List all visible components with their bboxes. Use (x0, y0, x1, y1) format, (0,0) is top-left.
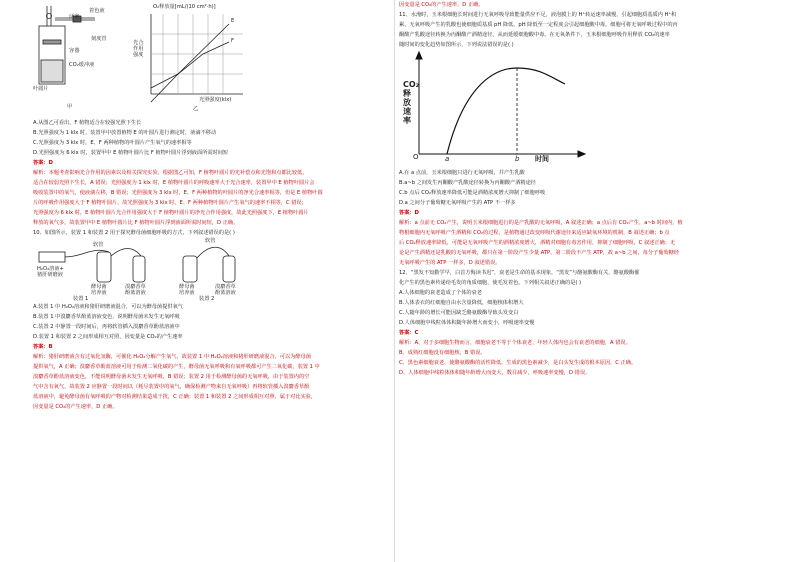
q12-analysis-line: D、人体细胞中线粒体体积随年龄增大而变大，数目减少，呼吸速率变慢，D 错误。 (399, 370, 591, 376)
q10-option-c: C.装置 2 中静置一段时间后，再将软管插入溴麝香草酚蓝溶液中 (33, 324, 180, 330)
q11-option-d: D.a 之间分子葡萄糖无氧呼吸产生的 ATP 不一样多 (399, 200, 516, 206)
chart-origin: O (413, 153, 419, 161)
q12-analysis-line: B、成熟红细胞没有细胞核，B 错误。 (399, 350, 486, 356)
q10-analysis-line: 蓝溶液中，避免酵母菌有氧呼吸的产物对检测结果造成干扰，C 正确；装置 1 和装置 2 之间形成相互对照，属于对比实验， (33, 394, 317, 400)
label-ylabel-side: 光合作用强度 (133, 40, 144, 58)
q10-analysis-line: 解析：猪肝研磨液含有过氧化氢酶，可催化 H₂O₂分解产生氧气，故装置 1 中 H₂O₂溶液和猪肝研磨液混合，可以为酵母菌 (33, 354, 311, 360)
chart-point-b: b (515, 155, 520, 163)
label-tube: 刻度管 (91, 36, 107, 42)
q11-stem-line: 随时间的变化趋势如图所示，下列说法错误的是( ) (399, 42, 514, 48)
label-yi: 乙 (193, 106, 199, 112)
label-yeast1b: 培养液 (91, 290, 107, 296)
q11-analysis-line: 解析：a 点前无 CO₂产生，说明玉米根细胞进行的是产乳酸的无氧呼吸，A 叙述正确；a 点后有 CO₂产生，a~b 时间内，植 (399, 220, 683, 226)
label-tube-top-2: 软管 (205, 238, 216, 244)
q11-analysis (399, 218, 761, 268)
figure-q9 (33, 0, 390, 118)
q11-analysis-line: 后 CO₂释放速率降低，可能是无氧呼吸产生的酒精浓度增大，酒精对细胞有毒害作用，抑制了细胞呼吸，C 叙述正确；无 (399, 240, 676, 246)
label-tube-top: 软管 (93, 242, 104, 248)
co2-buffer-shape (41, 60, 63, 82)
leaf-disc (43, 40, 61, 44)
q12-stem-line: 化产生的黑色素传递给毛发的角质细胞，使毛发着色。下列相关叙述正确的是( ) (399, 280, 582, 286)
label-curve-e: E (231, 18, 235, 24)
q10-analysis-line: 提供氧气，A 正确；溴麝香草酚蓝溶液可用于检测二氧化碳的产生，酵母菌无氧呼吸和有氧呼吸都可产生二氧化碳，装置 1 中 (33, 364, 320, 370)
q9-analysis-line: 吸收装置中的氧气，使液滴左移，B 错误；光照强度为 3 klx 时，E、F 两种植物的叶圆片的净光合速率相等，但是 E 植物叶圆 (33, 190, 323, 196)
q12-analysis (399, 338, 761, 378)
q11-stem-line: 累，无氧呼吸产生的乳酸也使细胞质基质 pH 降低。pH 降低至一定程度会引起细胞酸中毒。细胞可将无氧呼吸过程中的丙 (399, 22, 678, 28)
label-leaf: 叶圆片 (33, 86, 49, 92)
curve-e (151, 24, 232, 103)
chart-point-a: a (445, 155, 450, 163)
label-yeast2b: 培养液 (179, 290, 195, 296)
q10-title: 10、如图所示，装置 1 和装置 2 用于探究酵母菌细胞呼吸的方式，下列叙述错误的是( ) (33, 230, 235, 236)
q12-option-a: A.人体细胞的衰老造成了个体的衰老 (399, 290, 482, 296)
curve-f (151, 42, 229, 88)
label-liquid: 着色液 (89, 8, 105, 14)
q10-analysis-line: 因变量是 CO₂的产生速率，D 正确。 (33, 404, 118, 410)
label-h2o2: H₂O₂溶液+ (37, 266, 64, 272)
q11-option-b: B.a~b 之间发生丙酮酸产乳酸途径转换为丙酮酸产酒精途径 (399, 180, 536, 186)
q10-analysis-line: 气中含有氧气，故装置 2 应静置一段时间以（耗尽装置中的氧气，确保检测产物来自无氧呼吸）再将软管插入溴麝香草酚 (33, 384, 310, 390)
q9-answer: 答案：D (33, 160, 53, 166)
q9-option-a: A.从图乙可看出，F 植物适合在较强光照下生长 (33, 120, 142, 126)
tube-1 (65, 250, 109, 257)
label-xlabel: 光照强度(klx) (199, 97, 232, 103)
btb-flask-2 (223, 256, 235, 282)
q9-options (33, 118, 390, 158)
label-liver: 猪肝研磨液 (37, 272, 63, 278)
q12-analysis-line: C、黑色素细胞衰老，使酪氨酸酶的活性降低，生成的黑色素减少，是白头发生成的根本原因，C 正确。 (399, 360, 637, 366)
figure-q11 (399, 50, 761, 168)
q12-option-d: D.人体细胞中线粒体体积随年龄增大而变小，呼吸速率变慢 (399, 320, 535, 326)
q9-analysis-line: 片的呼吸作用强度大于 F 植物叶圆片，故光照强度为 3 klx 时，E、F 两种植物叶圆片产生氧气的速率不相等，C 错误； (33, 200, 307, 206)
chart-ylabel: CO₂释放速率 (403, 80, 420, 125)
q9-analysis-line: 光照强度为 6 klx 时，E 植物叶圆片光合作用强度大于 F 植物叶圆片的净光合作用强度，故此光照强度下，E 植物叶圆片 (33, 210, 309, 216)
graph-yi (151, 14, 243, 102)
apparatus-jia (39, 6, 95, 84)
label-curve-f: F (231, 38, 234, 44)
q10-analysis (33, 352, 390, 412)
q10-analysis-tail: 因变量是 CO₂的产生速率，D 正确。 (399, 2, 484, 8)
label-valve: 活塞 (69, 14, 80, 20)
q9-option-d: D.光照强度为 6 klx 时，装置甲中 E 植物叶圆片比 F 植物叶圆片浮到液面所需时间短 (33, 150, 229, 156)
label-btb1b: 酚蓝溶液 (125, 290, 146, 296)
label-btb2b: 酚蓝溶液 (215, 290, 236, 296)
q9-option-c: C.光照强度为 3 klx 时，E、F 两种植物的叶圆片产生氧气的速率相等 (33, 140, 192, 146)
label-btb2a: 溴麝香草 (215, 284, 236, 290)
y-axis-arrow (416, 52, 422, 59)
q12-options (399, 288, 761, 328)
label-ylabel: O₂释放量[mL/(10 cm²·h)] (153, 4, 216, 10)
q12-option-c: C.人随年龄的增长可能因缺乏酪氨酸酶导致头发变白 (399, 310, 519, 316)
label-container: 容器 (69, 48, 80, 54)
yeast-flask-2 (183, 256, 197, 282)
q11-option-a: A.在 a 点前，玉米根细胞只进行无氧呼吸，并产生乳酸 (399, 170, 525, 176)
q11-analysis-line: 物根细胞内无氧呼吸产生酒精和 CO₂的过程，是植物通过改变呼吸代谢途径来适应缺氧环境的机制，B 叙述正确；b 点 (399, 230, 670, 236)
q9-analysis-line: 适合在较弱光照下生长，A 错误；光照强度为 1 klx 时，E 植物叶圆片的呼吸速率大于光合速率，装置甲中 E 植物叶圆片会 (33, 180, 315, 186)
q12-stem-line: 12、“黑发不知勤学早，白首方悔读书迟”，衰老是生命的基本现象。“黑发”与酪氨酸酶有关，酪氨酸酶催 (399, 270, 640, 276)
q9-analysis-line: 释放的氧气多，故装置甲中 E 植物叶圆片比 F 植物叶圆片浮到液面所需时间短，D 正确。 (33, 220, 239, 226)
q10-analysis-line: 溴麝香草酚蓝溶液变色，不能说明酵母菌未发生无氧呼吸，B 错误；装置 2 用于检测酵母菌的无氧呼吸，由于装置内的空 (33, 374, 310, 380)
label-btb1a: 溴麝香草 (125, 284, 146, 290)
q11-analysis-line: 论是产生酒精还是乳酸的无氧呼吸，都只在第一阶段产生少量 ATP，第二阶段不产生 ATP，故 a~b 之间，每分子葡萄糖经 (399, 250, 680, 256)
co2-release-chart (399, 50, 599, 168)
q10-answer: 答案：B (33, 344, 53, 350)
h2o2-bottle (39, 252, 65, 262)
q12-analysis-line: 解析：A、对于多细胞生物而言，细胞衰老不等于个体衰老，年轻人体内也会有衰老的细胞，A 错误。 (399, 340, 631, 346)
btb-flask-1 (133, 256, 145, 282)
tube-2 (111, 249, 141, 257)
co2-curve (447, 68, 565, 154)
label-yeast1a: 酵母菌 (91, 284, 107, 290)
column-divider (394, 0, 395, 562)
label-co2: CO₂缓冲液 (69, 62, 95, 68)
q11-stem-line: 酮酸产乳酸途径转换为丙酮酸产酒精途径，从而延缓细胞酸中毒。在无氧条件下，玉米根细胞呼吸作用释放 CO₂的速率 (399, 32, 670, 38)
label-device-1: 装置 1 (73, 296, 89, 302)
label-yeast2a: 酵母菌 (179, 284, 195, 290)
q12-answer: 答案：C (399, 330, 419, 336)
figure-q10 (33, 238, 390, 302)
q11-analysis-line: 无氧呼吸产生的 ATP 一样多，D 叙述错误。 (399, 260, 501, 266)
q9-option-b: B.光照强度为 1 klx 时，装置甲中放置植物 E 的叶圆片进行测定时，液滴不移动 (33, 130, 217, 136)
q9-analysis (33, 168, 390, 228)
q10-option-b: B.装置 1 中溴麝香草酚蓝溶液变色，说明酵母菌未发生无氧呼吸 (33, 314, 180, 320)
yeast-flask-1 (97, 252, 111, 282)
q11-options (399, 168, 761, 208)
q10-option-a: A.装置 1 中 H₂O₂溶液和猪肝研磨液混合，可以为酵母菌提供氧气 (33, 304, 183, 310)
q11-answer: 答案：D (399, 210, 419, 216)
q11-option-c: C.b 点后 CO₂释放速率降低可能是酒精浓度增大抑制了细胞呼吸 (399, 190, 546, 196)
q10-options (33, 302, 390, 342)
label-device-2: 装置 2 (199, 296, 215, 302)
label-jia: 甲 (67, 104, 73, 110)
right-column (399, 0, 761, 562)
q11-stem-line: 11、水淹时，玉米根细胞长时间进行无氧呼吸导致能量供应不足，液泡膜上的 H⁺转运速率减慢，引起细胞质基质内 H⁺积 (399, 12, 677, 18)
q12-option-b: B.人体表衣的红细胞自由水含量降低，细胞核体积增大 (399, 300, 524, 306)
q9-analysis-line: 解析：本题考查影响光合作用的因素以及相关探究实验。根据图乙可知，F 植物叶圆片的光补偿点和光饱和点都比较低， (33, 170, 308, 176)
x-axis-arrow (578, 151, 585, 157)
chart-xlabel: 时间 (535, 155, 549, 163)
q10-option-d: D.装置 1 和装置 2 之间形成相互对照，因变量是 CO₂的产生速率 (33, 334, 183, 340)
left-column (33, 0, 390, 562)
